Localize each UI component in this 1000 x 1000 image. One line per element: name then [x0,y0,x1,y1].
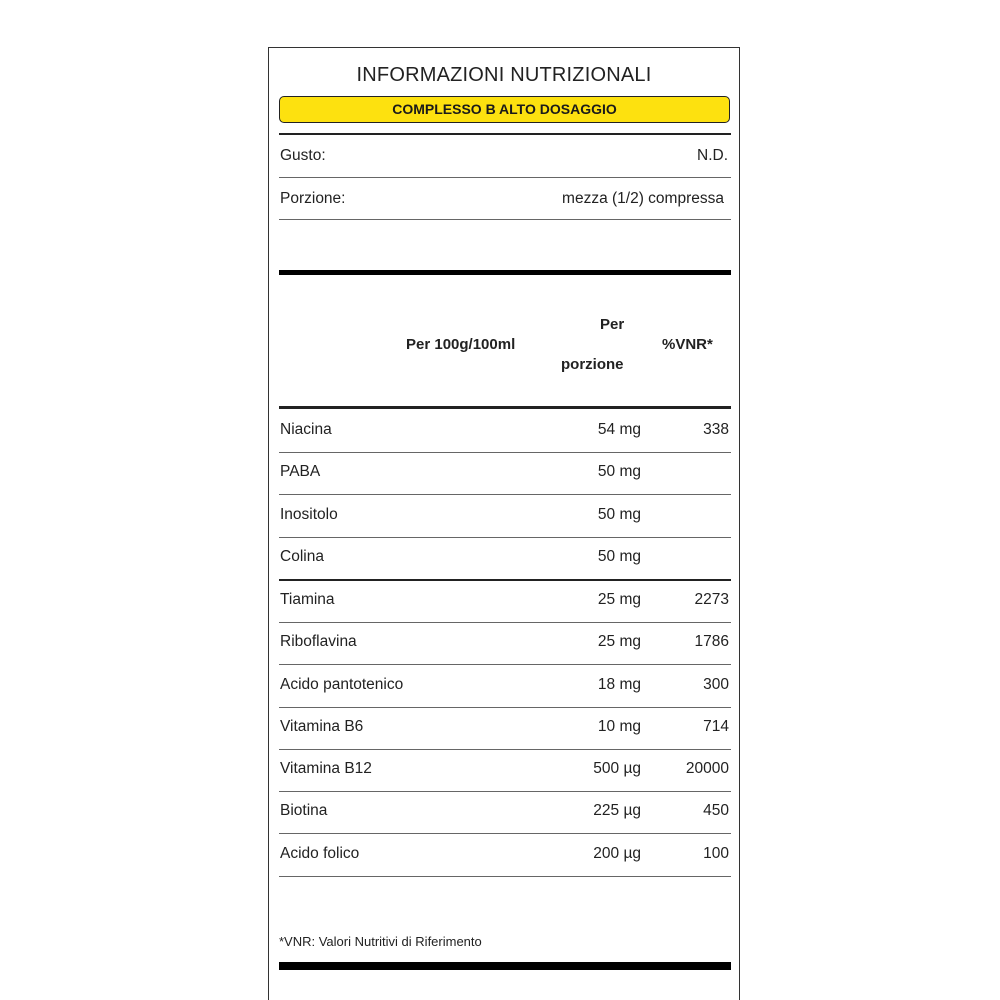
nutrient-per-portion: 200 µg [593,845,641,862]
divider [279,537,731,538]
porzione-value: mezza (1/2) compressa [562,190,724,207]
divider [279,133,731,135]
divider [279,833,731,834]
nutrient-vnr: 100 [703,845,729,862]
nutrient-vnr: 20000 [685,760,729,777]
nutrient-name: Vitamina B6 [280,718,364,735]
nutrient-vnr: 450 [703,802,729,819]
divider-header [279,406,731,409]
divider [279,494,731,495]
nutrient-name: Colina [280,548,324,565]
divider [279,219,731,220]
nutrient-name: Tiamina [280,591,335,608]
divider-bottom [279,962,731,970]
nutrient-name: Biotina [280,802,328,819]
nutrient-vnr: 1786 [694,633,729,650]
label-title: INFORMAZIONI NUTRIZIONALI [356,64,652,86]
divider [279,579,731,581]
nutrition-label [268,47,740,1000]
column-header-per-portion-line1: Per [600,316,625,333]
gusto-value: N.D. [697,147,728,164]
nutrient-name: Acido pantotenico [280,676,404,693]
nutrient-name: Niacina [280,421,332,438]
footnote: *VNR: Valori Nutritivi di Riferimento [279,934,482,949]
nutrient-per-portion: 54 mg [597,421,641,438]
nutrient-name: Inositolo [280,506,338,523]
divider-thick [279,270,731,275]
nutrient-per-portion: 50 mg [597,548,641,565]
divider [279,791,731,792]
column-header-per-portion-line2: porzione [561,356,624,373]
divider [279,664,731,665]
nutrient-per-portion: 50 mg [597,506,641,523]
product-badge: COMPLESSO B ALTO DOSAGGIO [279,96,730,123]
nutrient-name: Acido folico [280,845,360,862]
divider [279,622,731,623]
porzione-label: Porzione: [280,190,346,207]
gusto-label: Gusto: [280,147,326,164]
nutrient-per-portion: 25 mg [597,633,641,650]
divider [279,452,731,453]
nutrient-per-portion: 225 µg [593,802,641,819]
nutrient-per-portion: 500 µg [593,760,641,777]
divider [279,749,731,750]
column-header-per100: Per 100g/100ml [406,336,516,353]
nutrient-vnr: 300 [703,676,729,693]
divider [279,177,731,178]
nutrient-vnr: 338 [703,421,729,438]
nutrient-per-portion: 18 mg [597,676,641,693]
nutrient-per-portion: 10 mg [597,718,641,735]
nutrient-per-portion: 50 mg [597,463,641,480]
nutrient-name: Vitamina B12 [280,760,372,777]
nutrient-vnr: 2273 [694,591,729,608]
nutrient-name: Riboflavina [280,633,357,650]
nutrient-name: PABA [280,463,321,480]
divider [279,876,731,877]
nutrient-vnr: 714 [703,718,729,735]
divider [279,707,731,708]
nutrient-per-portion: 25 mg [597,591,641,608]
column-header-vnr: %VNR* [662,336,713,353]
